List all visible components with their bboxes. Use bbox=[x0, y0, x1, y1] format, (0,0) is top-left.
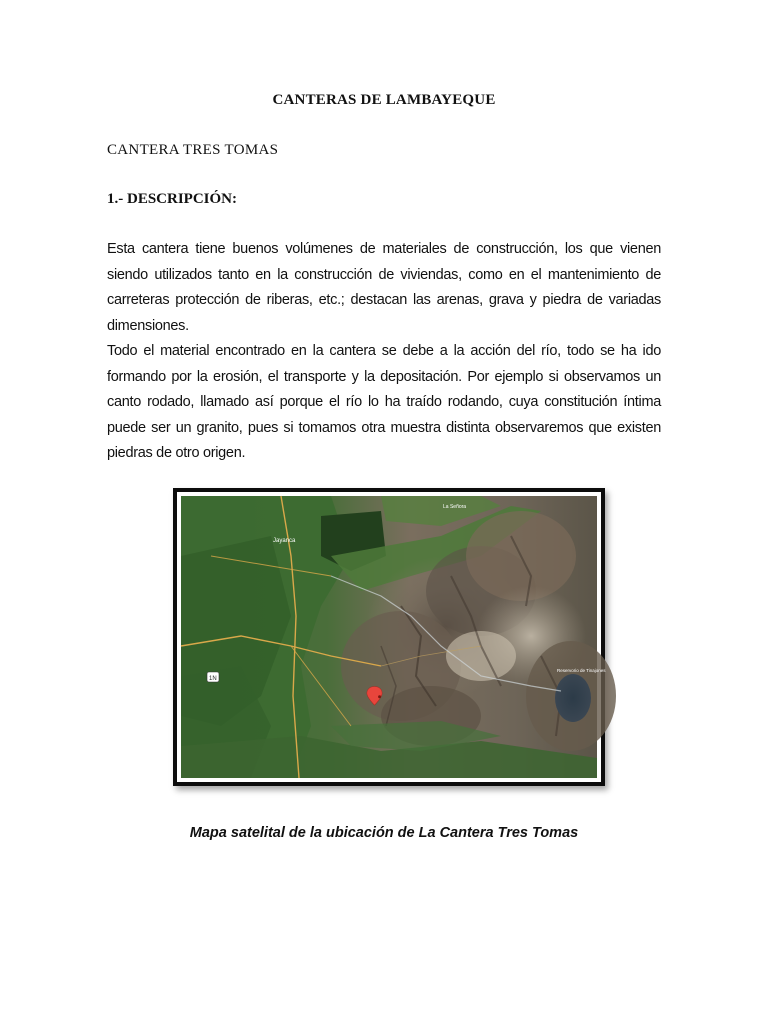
section-heading: 1.- DESCRIPCIÓN: bbox=[107, 191, 238, 207]
map-label-town: Jayanca bbox=[273, 538, 296, 544]
route-shield-label: 1N bbox=[209, 676, 217, 682]
map-label-place: La Señora bbox=[443, 504, 467, 510]
document-title: CANTERAS DE LAMBAYEQUE bbox=[272, 92, 496, 108]
satellite-map-image bbox=[181, 496, 606, 778]
paragraph-material-origin: Todo el material encontrado en la cantera se debe a la acción del río, todo se ha ido formando por la erosión, el transporte y la depositación. Por ejemplo si observamos un canto rodado, llamado así porque el río lo ha traído rodando, cuya constitución íntima puede ser un granito, pues si tomamos otra muestra distinta observaremos que existen piedras de otro origen. bbox=[107, 343, 661, 461]
paragraph-description: Esta cantera tiene buenos volúmenes de materiales de construcción, los que vienen siendo utilizados tanto en la construcción de viviendas, como en el mantenimiento de carreteras protección de riberas, etc.; destacan las arenas, grava y piedra de variadas dimensiones. bbox=[107, 241, 661, 334]
satellite-map-figure bbox=[173, 488, 605, 786]
map-label-reservoir: Reservorio de Tinajones bbox=[557, 668, 606, 673]
figure-caption: Mapa satelital de la ubicación de La Cantera Tres Tomas bbox=[189, 825, 579, 841]
document-subtitle: CANTERA TRES TOMAS bbox=[107, 142, 279, 158]
route-shield-icon bbox=[207, 672, 219, 682]
